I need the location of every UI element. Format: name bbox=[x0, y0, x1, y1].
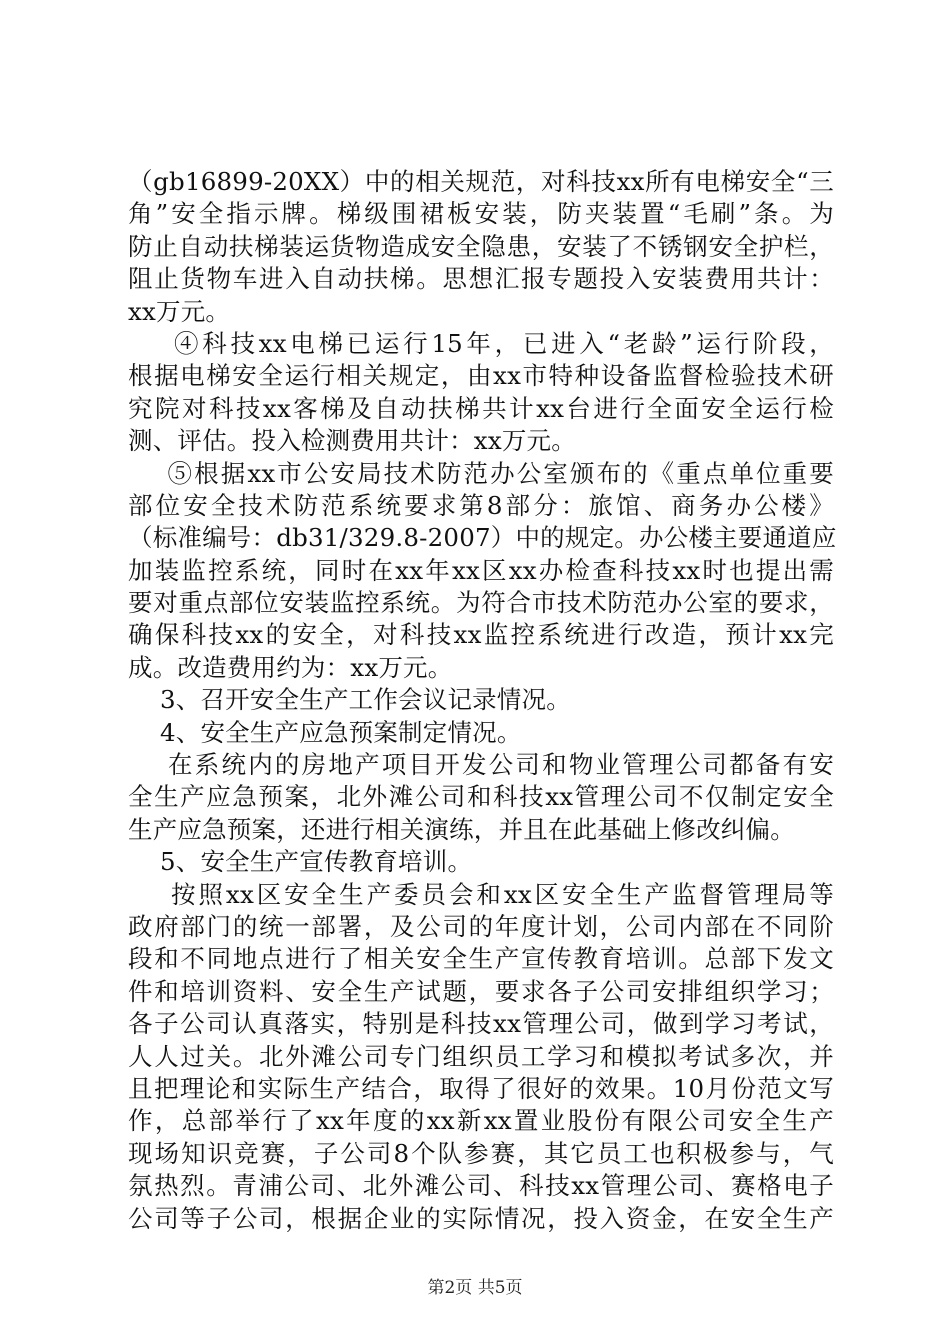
text-line: 氛热烈。青浦公司、北外滩公司、科技xx管理公司、赛格电子 bbox=[128, 1171, 834, 1201]
text-line: 作，总部举行了xx年度的xx新xx置业股份有限公司安全生产 bbox=[128, 1106, 834, 1136]
text-line: xx万元。 bbox=[128, 296, 231, 326]
text-line: 部位安全技术防范系统要求第8部分：旅馆、商务办公楼》 bbox=[128, 490, 834, 520]
text-line: （gb16899-20XX）中的相关规范，对科技xx所有电梯安全“三 bbox=[128, 167, 834, 196]
section-heading: 4、安全生产应急预案制定情况。 bbox=[128, 717, 522, 747]
text-line: 且把理论和实际生产结合，取得了很好的效果。10月份范文写 bbox=[128, 1073, 834, 1103]
text-line: 生产应急预案，还进行相关演练，并且在此基础上修改纠偏。 bbox=[128, 814, 795, 844]
text-line: ⑤根据xx市公安局技术防范办公室颁布的《重点单位重要 bbox=[128, 458, 834, 488]
text-line: 政府部门的统一部署，及公司的年度计划，公司内部在不同阶 bbox=[128, 911, 834, 941]
text-line: 测、评估。投入检测费用共计：xx万元。 bbox=[128, 426, 576, 456]
text-line: 要对重点部位安装监控系统。为符合市技术防范办公室的要求， bbox=[128, 588, 834, 618]
text-line: 各子公司认真落实，特别是科技xx管理公司，做到学习考试， bbox=[128, 1009, 834, 1039]
text-line: 成。改造费用约为：xx万元。 bbox=[128, 652, 453, 682]
text-line: 按照xx区安全生产委员会和xx区安全生产监督管理局等 bbox=[128, 879, 834, 909]
text-line: 现场知识竞赛，子公司8个队参赛，其它员工也积极参与，气 bbox=[128, 1138, 834, 1168]
text-line: 根据电梯安全运行相关规定，由xx市特种设备监督检验技术研 bbox=[128, 361, 834, 391]
text-line: 公司等子公司，根据企业的实际情况，投入资金，在安全生产 bbox=[128, 1203, 834, 1233]
text-line: 防止自动扶梯装运货物造成安全隐患，安装了不锈钢安全护栏， bbox=[128, 231, 834, 261]
text-line: 加装监控系统，同时在xx年xx区xx办检查科技xx时也提出需 bbox=[128, 555, 834, 585]
document-body bbox=[128, 166, 837, 1235]
text-line: ④科技xx电梯已运行15年，已进入“老龄”运行阶段， bbox=[128, 328, 834, 358]
text-line: 人人过关。北外滩公司专门组织员工学习和模拟考试多次，并 bbox=[128, 1041, 834, 1071]
text-line: 阻止货物车进入自动扶梯。思想汇报专题投入安装费用共计： bbox=[128, 264, 834, 294]
text-line: 全生产应急预案，北外滩公司和科技xx管理公司不仅制定安全 bbox=[128, 782, 834, 812]
text-line: 究院对科技xx客梯及自动扶梯共计xx台进行全面安全运行检 bbox=[128, 393, 834, 423]
text-line: 段和不同地点进行了相关安全生产宣传教育培训。总部下发文 bbox=[128, 944, 834, 974]
text-line: （标准编号：db31/329.8-2007）中的规定。办公楼主要通道应 bbox=[128, 523, 837, 553]
section-heading: 5、安全生产宣传教育培训。 bbox=[128, 847, 473, 877]
section-heading: 3、召开安全生产工作会议记录情况。 bbox=[128, 685, 571, 715]
page-number-footer: 第2页 共5页 bbox=[427, 1278, 523, 1298]
text-line: 角”安全指示牌。梯级围裙板安装，防夹装置“毛刷”条。为 bbox=[128, 199, 834, 229]
text-line: 确保科技xx的安全，对科技xx监控系统进行改造，预计xx完 bbox=[128, 620, 834, 650]
text-line: 在系统内的房地产项目开发公司和物业管理公司都备有安 bbox=[128, 750, 834, 780]
text-line: 件和培训资料、安全生产试题，要求各子公司安排组织学习； bbox=[128, 976, 834, 1006]
